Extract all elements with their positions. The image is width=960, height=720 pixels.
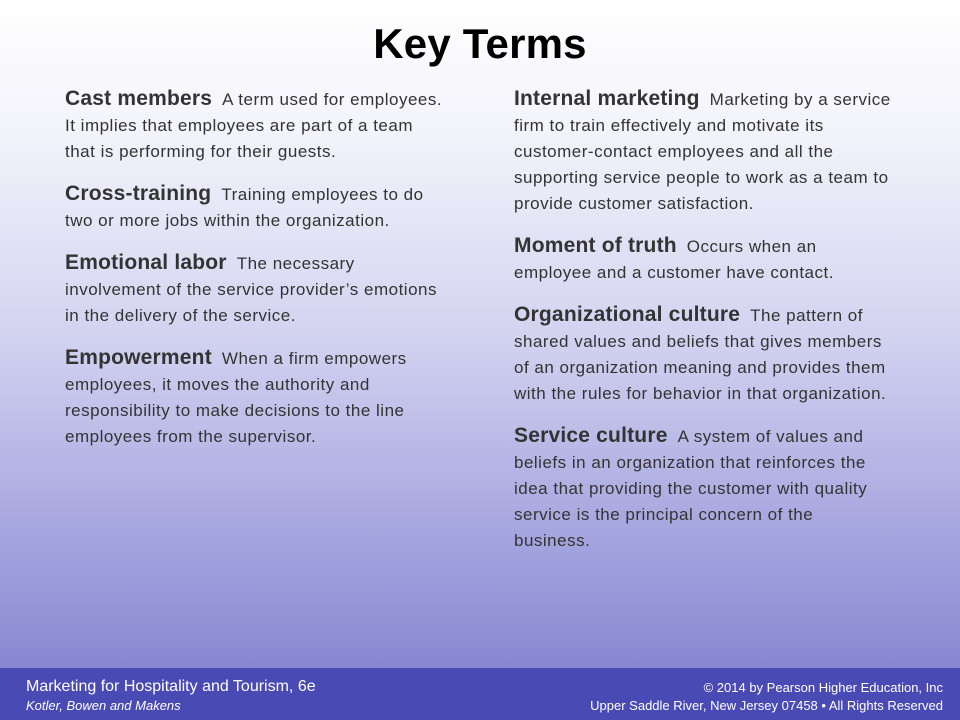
term-definition: When a firm empowers employees, it moves the authority and responsibility to make decisions to the line employees from the supervisor. — [65, 349, 407, 446]
term-definition: Occurs when an employee and a customer have contact. — [514, 237, 834, 282]
term-definition: The necessary involvement of the service provider’s emotions in the delivery of the service. — [65, 254, 437, 325]
publisher-address: Upper Saddle River, New Jersey 07458 • All Rights Reserved — [590, 698, 943, 713]
term-entry — [514, 423, 894, 554]
slide-title: Key Terms — [373, 20, 587, 67]
term-name: Cross-training — [65, 182, 212, 205]
term-definition: A system of values and beliefs in an organization that reinforces the idea that providing the customer with quality service is the principal concern of the business. — [514, 427, 868, 550]
book-authors: Kotler, Bowen and Makens — [26, 698, 181, 713]
term-name: Organizational culture — [514, 303, 741, 326]
footer-bar — [0, 668, 960, 720]
book-title: Marketing for Hospitality and Tourism, 6e — [26, 678, 316, 695]
term-entry — [514, 86, 894, 217]
term-entry — [65, 250, 445, 329]
term-entry — [65, 181, 445, 234]
term-entry — [65, 86, 445, 165]
term-entry — [65, 345, 445, 450]
term-entry — [514, 233, 894, 286]
term-name: Internal marketing — [514, 87, 700, 110]
term-name: Empowerment — [65, 346, 212, 369]
term-name: Moment of truth — [514, 234, 677, 257]
left-column — [65, 86, 445, 466]
footer-copyright-info — [590, 679, 943, 715]
term-name: Cast members — [65, 87, 213, 110]
term-definition: A term used for employees. It implies that employees are part of a team that is performing for their guests. — [65, 90, 443, 161]
right-column — [514, 86, 894, 570]
footer-book-info — [26, 677, 316, 715]
term-definition: The pattern of shared values and beliefs that gives members of an organization meaning and provides them with the rules for behavior in that organization. — [514, 306, 887, 403]
term-name: Service culture — [514, 424, 668, 447]
copyright-text: © 2014 by Pearson Higher Education, Inc — [703, 680, 943, 695]
term-definition: Marketing by a service firm to train effectively and motivate its customer-contact employees and all the supporting service people to work as a team to provide customer satisfaction. — [514, 90, 891, 213]
term-entry — [514, 302, 894, 407]
term-name: Emotional labor — [65, 251, 227, 274]
term-definition: Training employees to do two or more jobs within the organization. — [65, 185, 424, 230]
